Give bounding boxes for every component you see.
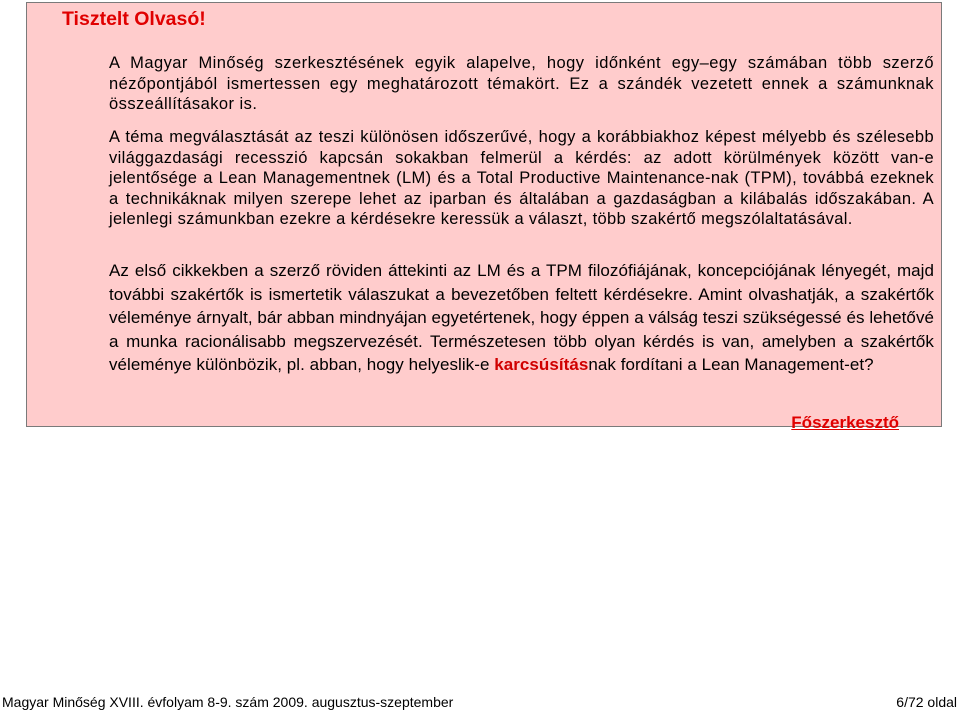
paragraph-topic: A téma megválasztását az teszi különösen időszerűvé, hogy a korábbiakhoz képest mélyebb és szélesebb világgazdasági recesszió kapcsán sokakban felmerül a kérdés: az adott körülmények között van-e jelentősége a Lean Managementnek (LM) és a Total Productive Maintenance-nak (TPM), továbbá ezeknek a technikáknak milyen szerepe lehet az iparban és általában a gazdaságban a kilábalás időszakában. A jelenlegi számunkban ezekre a kérdésekre keressük a választ, több szakértő megszólaltatásával. xyxy=(109,128,934,228)
greeting-heading: Tisztelt Olvasó! xyxy=(62,8,206,30)
editorial-box xyxy=(26,2,942,432)
paragraph-articles xyxy=(109,259,934,377)
editor-signature: Főszerkesztő xyxy=(791,413,899,432)
paragraph-articles-text: Az első cikkekben a szerző röviden áttekinti az LM és a TPM filozófiájának, koncepciójának lényegét, majd további szakértők is ismertetik válaszukat a bevezetőben feltett kérdésekre. Amint olvashatják, a szakértők véleménye árnyalt, bár abban mindnyájan egyetértenek, hogy éppen a válság teszi szükségessé és lehetővé a munka racionálisabb megszervezését. Természetesen több olyan kérdés is van, amelyben a szakértők véleménye különbözik, pl. abban, hogy helyeslik-e xyxy=(109,261,934,374)
paragraph-intro: A Magyar Minőség szerkesztésének egyik alapelve, hogy időnként egy–egy számában több szerző nézőpontjából ismertessen egy meghatározott témakört. Ez a szándék vezetett ennek a számunknak összeállításakor is. xyxy=(109,54,934,113)
paragraph-articles-ending: nak fordítani a Lean Management-et? xyxy=(588,355,874,374)
footer-page-number: 6/72 oldal xyxy=(896,694,957,710)
highlighted-term: karcsúsítás xyxy=(494,355,589,374)
footer-publication: Magyar Minőség XVIII. évfolyam 8-9. szám 2009. augusztus-szeptember xyxy=(2,694,454,710)
